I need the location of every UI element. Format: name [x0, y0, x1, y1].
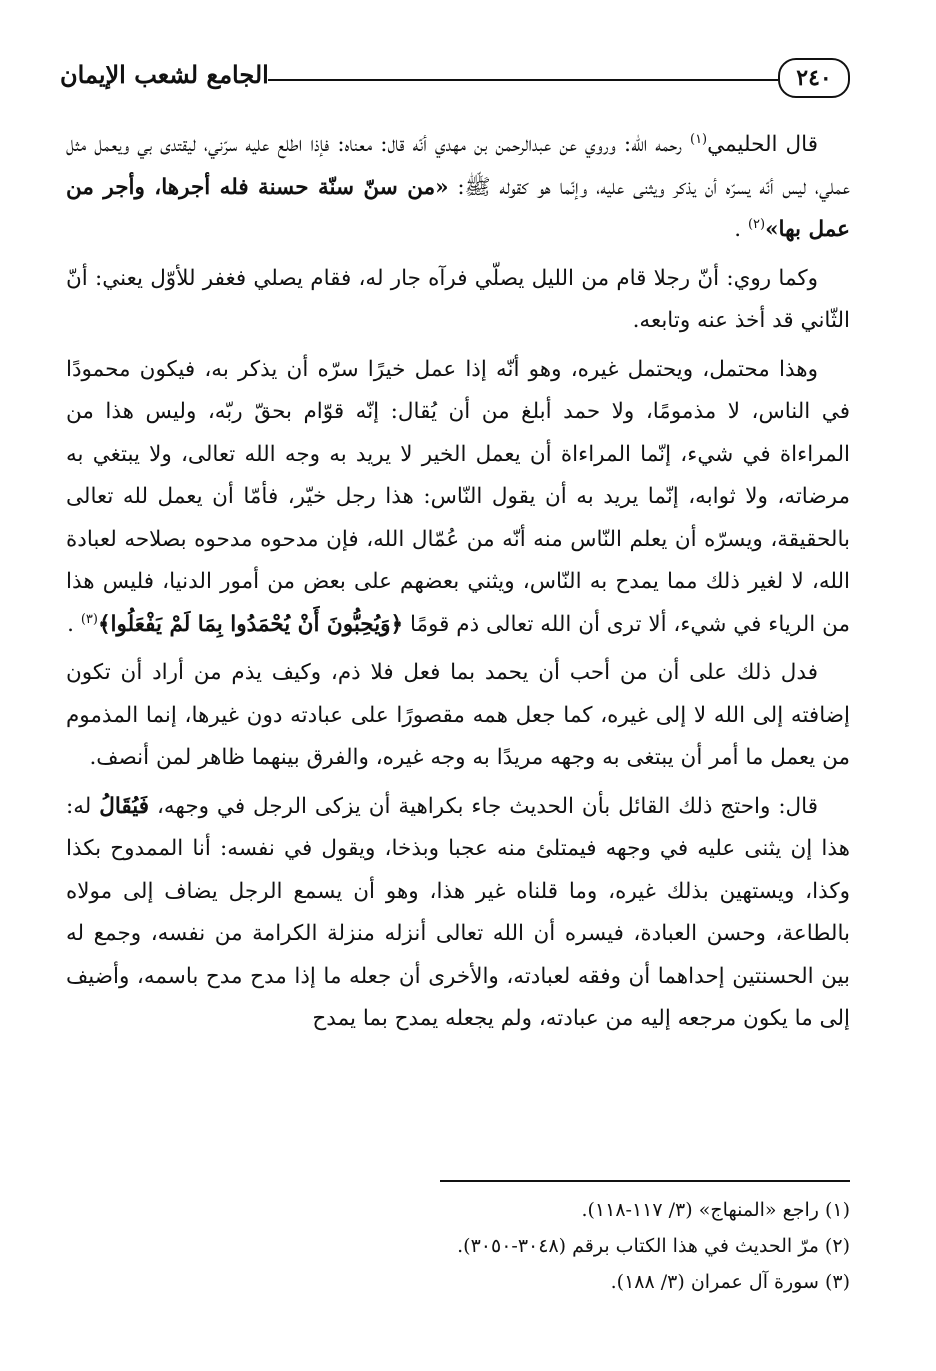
paragraph-2 [66, 258, 850, 343]
text-run: . [67, 611, 81, 637]
quoted-text: ﴿وَيُحِبُّونَ أَنْ يُحْمَدُوا بِمَا لَمْ يَفْعَلُوا﴾ [97, 611, 404, 637]
paragraph-4 [66, 652, 850, 780]
header-rule [268, 79, 778, 81]
paragraph-1 [66, 124, 850, 252]
main-text [66, 124, 850, 1169]
text-run: قال الحليمي [707, 132, 818, 157]
footnote-2: (٢) مرّ الحديث في هذا الكتاب برقم (٣٠٤٨-٣٠٥٠). [457, 1235, 850, 1257]
paragraph-5 [66, 786, 850, 1041]
footnote-separator [440, 1180, 850, 1182]
footnote-1: (١) راجع «المنهاج» (٣/ ١١٧-١١٨). [581, 1199, 850, 1221]
text-run: رحمه الله: وروي عن عبدالرحمن بن مهدي أنّه قال: معناه: فإذا اطلع عليه سرّني، ليقتدى بي ويعمل مثل عملي، ليس أنّه يسرّه أن يذكر ويثنى عليه، وإنّما هو كقوله ﷺ: [66, 132, 850, 200]
quoted-text: فَيُقَالُ [99, 793, 150, 819]
footnotes [90, 1192, 850, 1300]
page-header [60, 52, 850, 108]
page-number: ٢٤٠ [778, 58, 850, 98]
paragraph-3 [66, 349, 850, 647]
text-run: وكما روي: أنّ رجلا قام من الليل يصلّي فرآه جار له، فقام يصلي فغفر للأوّل يعني: أنّ الثّاني قد أخذ عنه وتابعه. [66, 265, 850, 333]
footnote-marker: (٣) [80, 611, 98, 627]
book-title: الجامع لشعب الإيمان [60, 60, 269, 89]
footnote-marker: (٢) [747, 216, 766, 232]
quoted-text: «من سنّ سنّة حسنة فله أجرها، وأجر من عمل بها» [66, 174, 850, 242]
text-run: له: هذا إن يثنى عليه في وجهه فيمتلئ منه عجبا وبذخا، ويقول في نفسه: أنا الممدوح بكذا وكذا، ويستهين بذلك غيره، وما قلناه غير هذا، وهو أن يسمع الرجل يضاف إلى مولاه بالطاعة، وحسن العبادة، فيسره أن الله تعالى أنزله منزلة الكرامة من نفسه، وجمع له بين الحسنتين إحداهما أن وفقه لعبادته، والأخرى أن جعله ما إذا مدح مدح باسمه، وأضيف إلى ما يكون مرجعه إليه من عبادته، ولم يجعله يمدح بما يمدح [66, 793, 850, 1031]
text-run: وهذا محتمل، ويحتمل غيره، وهو أنّه إذا عمل خيرًا سرّه أن يذكر به، فيكون محمودًا في الناس، لا مذمومًا، ولا حمد أبلغ من أن يُقال: إنّه قوّام بحقّ ربّه، وليس هذا من المراءاة في شيء، إنّما المراءاة أن يعمل الخير لا يريد به وجه الله تعالى، ولا يبتغي به مرضاته، ولا ثوابه، إنّما يريد به أن يقول النّاس: هذا رجل خيّر، فأمّا أن يعمل لله تعالى بالحقيقة، ويسرّه أن يعلم النّاس منه أنّه من عُمّال الله، فإن مدحوه مدحوه بصلاحه لعبادة الله، لا لغير ذلك مما يمدح به النّاس، ويثني بعضهم على بعض من أمور الدنيا، فليس هذا من الرياء في شيء، ألا ترى أن الله تعالى ذم قومًا [66, 356, 850, 637]
footnote-3: (٣) سورة آل عمران (٣/ ١٨٨). [610, 1271, 850, 1293]
text-run: . [734, 217, 748, 242]
text-run: فدل ذلك على أن من أحب أن يحمد بما فعل فلا ذم، وكيف يذم من أراد أن تكون إضافته إلى الله لا إلى غيره، كما جعل همه مقصورًا على عبادته دون غيرها، إنما المذموم من يعمل ما أمر أن يبتغى به وجهه مريدًا به وجه غيره، والفرق بينهما ظاهر لمن أنصف. [66, 660, 850, 770]
footnote-marker: (١) [689, 131, 708, 147]
text-run: قال: واحتج ذلك القائل بأن الحديث جاء بكراهية أن يزكى الرجل في وجهه، [149, 793, 819, 819]
